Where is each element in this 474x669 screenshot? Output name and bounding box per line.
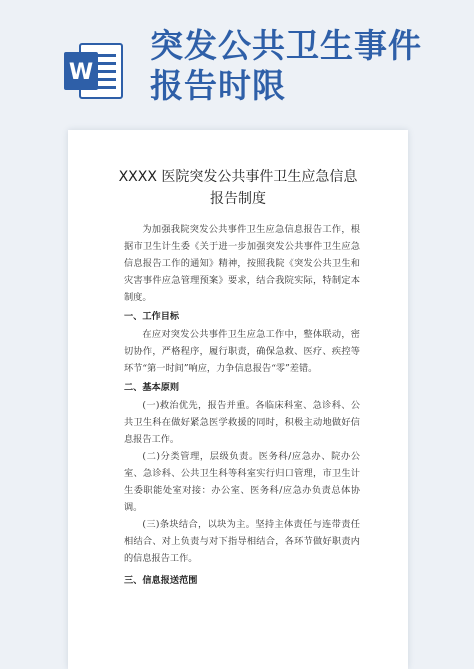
banner bbox=[0, 0, 474, 120]
document-title bbox=[68, 166, 408, 210]
section-heading-principles: 二、基本原则 bbox=[124, 382, 180, 393]
intro-paragraph: 为加强我院突发公共事件卫生应急信息报告工作，根据市卫生计生委《关于进一步加强突发公共事件卫生应急信息报告工作的通知》精神，按照我院《突发公共卫生和灾害事件应急管理预案》要求，结合我院实际，特制定本制度。 bbox=[124, 224, 360, 303]
word-document-icon bbox=[62, 42, 124, 100]
section-heading-goals: 一、工作目标 bbox=[124, 311, 180, 322]
section-heading-scope: 三、信息报送范围 bbox=[124, 575, 198, 586]
banner-title-line1: 突发公共卫生事件 bbox=[150, 26, 422, 65]
document-body bbox=[124, 221, 360, 590]
goals-paragraph: 在应对突发公共事件卫生应急工作中，整体联动，密切协作，严格程序，履行职责，确保急救、医疗、疾控等环节“第一时间”响应，力争信息报告“零”差错。 bbox=[124, 329, 360, 374]
banner-title bbox=[150, 26, 460, 106]
document-page bbox=[68, 130, 408, 669]
word-icon-letter: W bbox=[68, 60, 94, 85]
banner-title-line2: 报告时限 bbox=[150, 66, 286, 105]
principle-1: (一)救治优先，报告并重。各临床科室、急诊科、公共卫生科在做好紧急医学救援的同时，积极主动地做好信息报告工作。 bbox=[124, 400, 360, 445]
document-title-line1: XXXX 医院突发公共事件卫生应急信息 bbox=[118, 169, 358, 185]
document-title-line2: 报告制度 bbox=[210, 191, 266, 207]
principle-3: (三)条块结合，以块为主。坚持主体责任与连带责任相结合、对上负责与对下指导相结合，各环节做好职责内的信息报告工作。 bbox=[124, 519, 360, 564]
principle-2: (二)分类管理，层级负责。医务科/应急办、院办公室、急诊科、公共卫生科等科室实行归口管理，市卫生计生委职能处室对接：办公室、医务科/应急办负责总体协调。 bbox=[124, 451, 360, 513]
